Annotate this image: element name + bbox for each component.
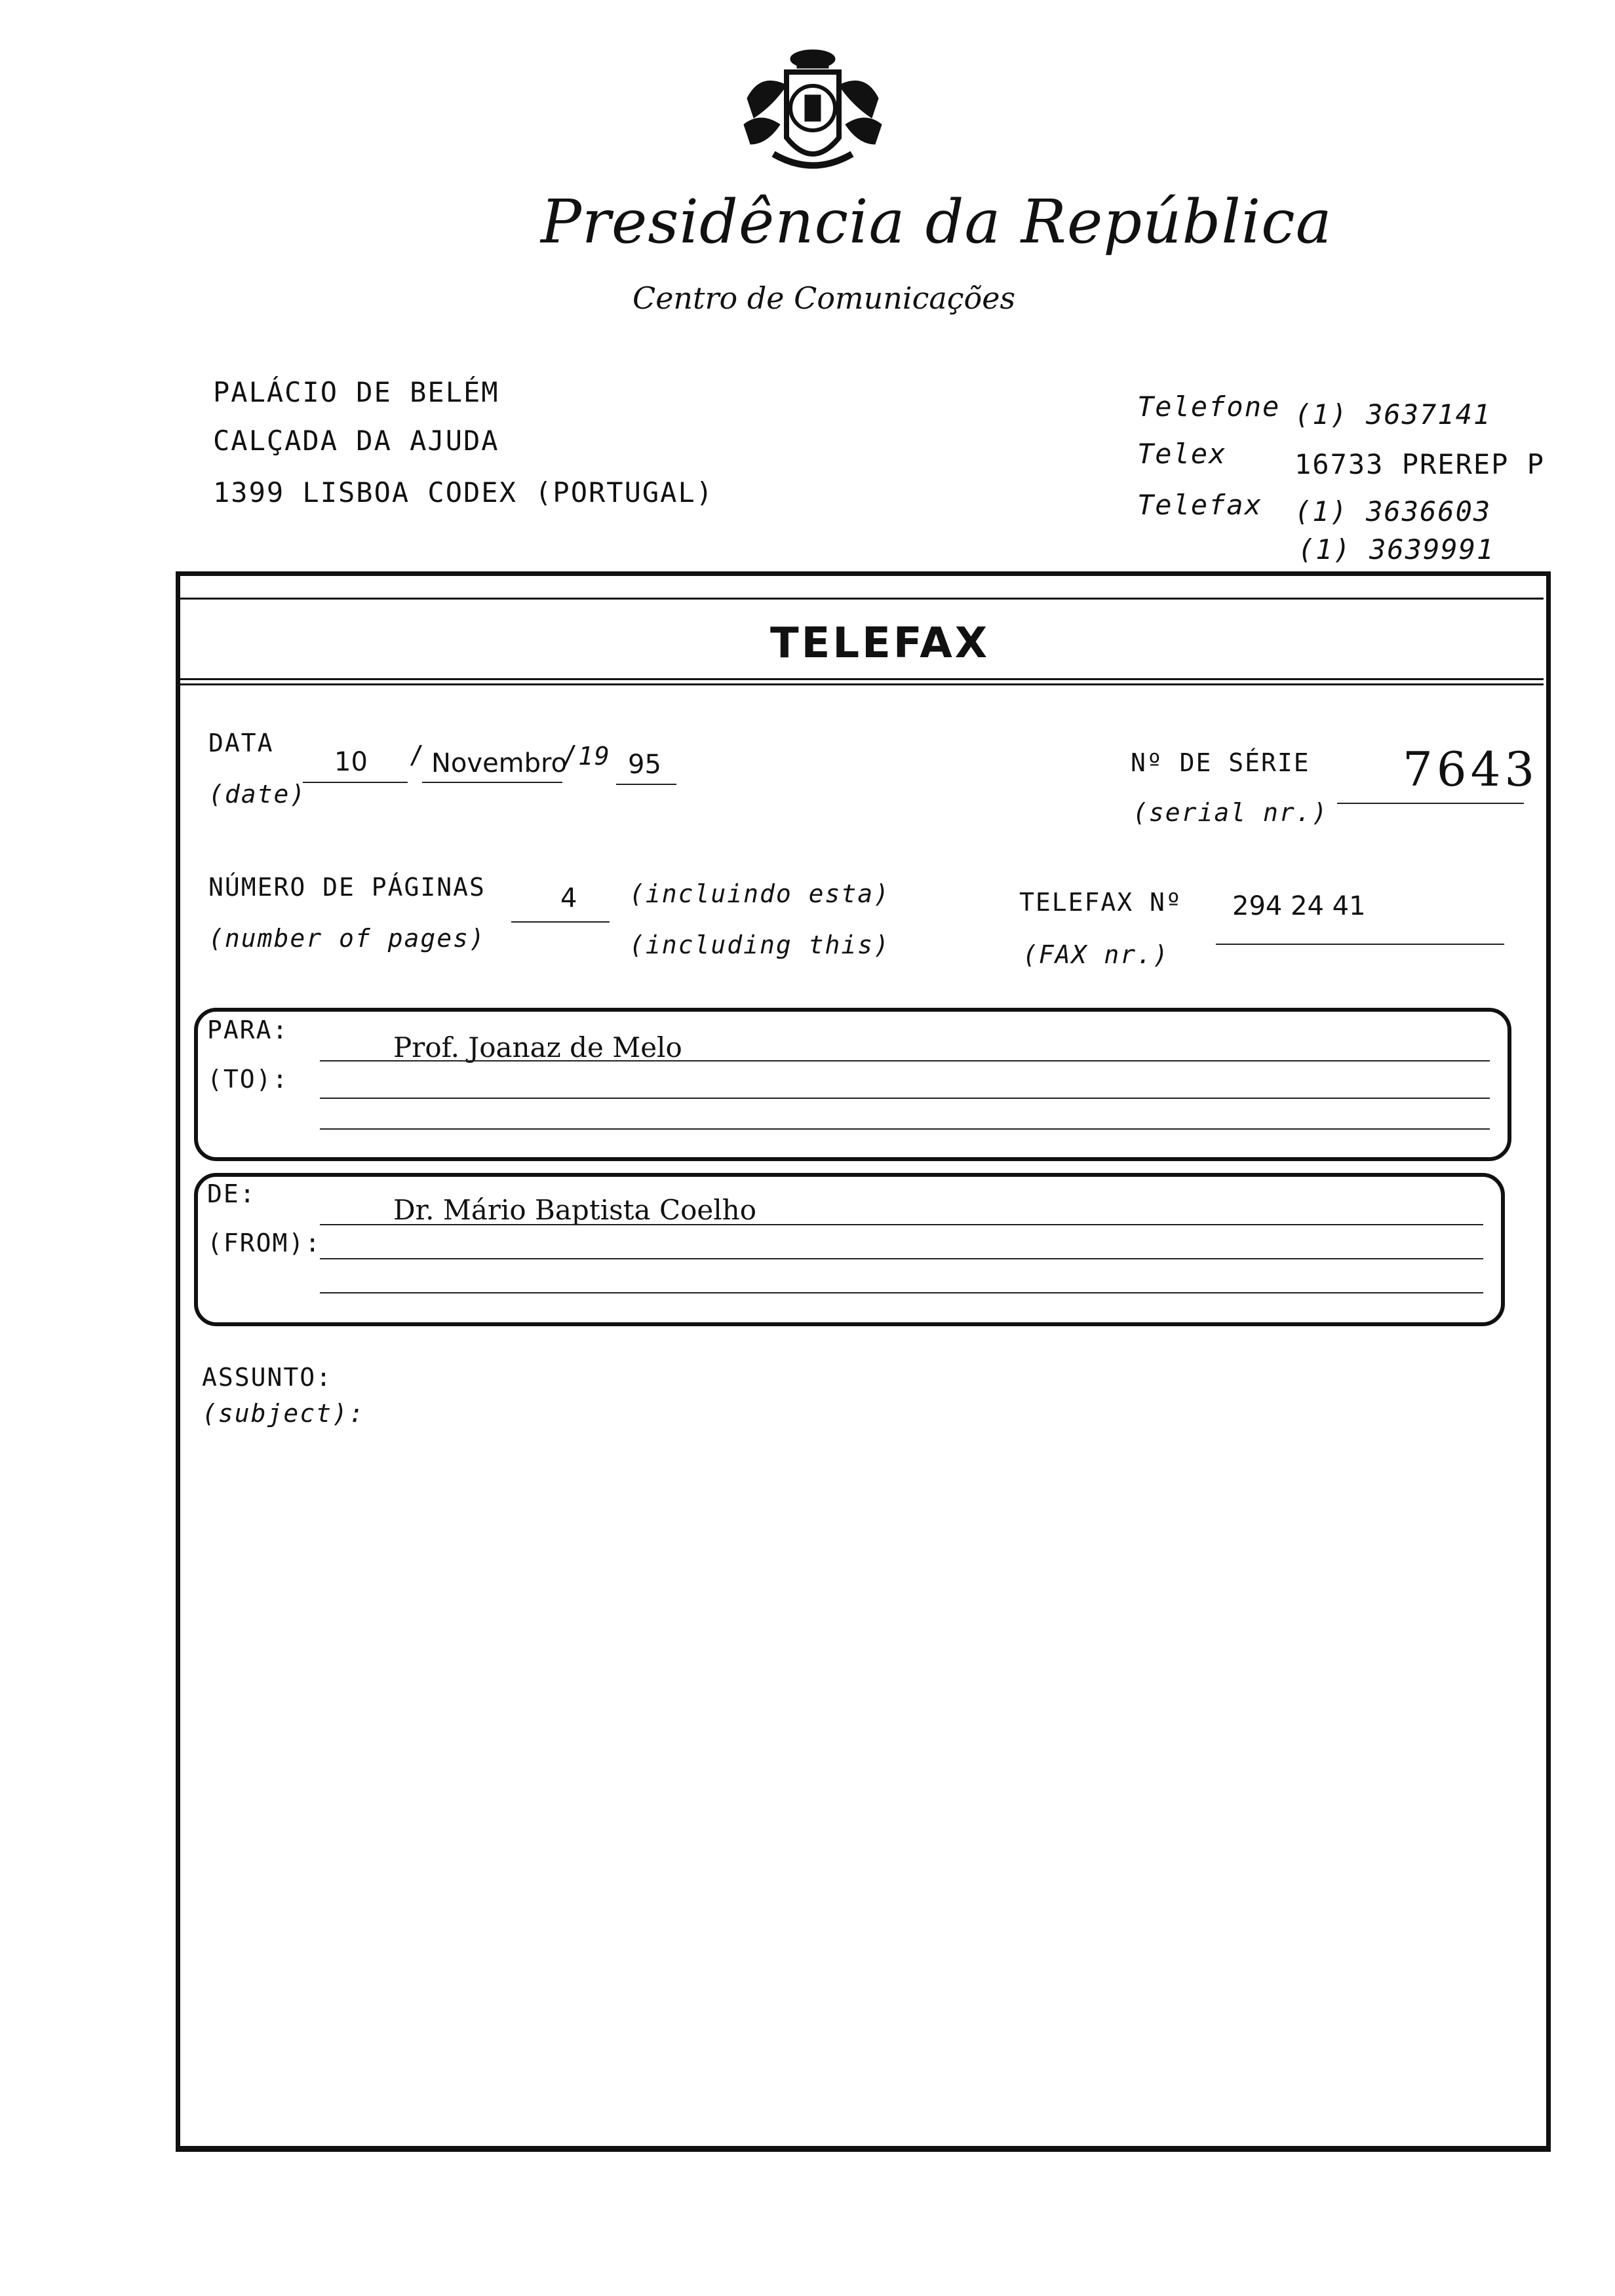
address-line-1: PALÁCIO DE BELÉM <box>213 376 499 408</box>
incluindo-label: (incluindo esta) <box>629 879 891 908</box>
organization-title: Presidência da República <box>541 187 1333 257</box>
year-underline <box>616 784 676 785</box>
fax-nr-label: (FAX nr.) <box>1022 940 1169 969</box>
date-year-prefix: 19 <box>578 742 611 771</box>
data-label: DATA <box>208 729 274 757</box>
serial-label: (serial nr.) <box>1133 798 1329 827</box>
para-line-2 <box>320 1098 1490 1099</box>
date-separator-2: / <box>562 740 579 769</box>
paginas-label: NÚMERO DE PÁGINAS <box>208 873 486 902</box>
telefax-value-1: (1) 3636603 <box>1294 495 1492 527</box>
telefone-label: Telefone <box>1137 391 1281 423</box>
day-underline <box>303 782 408 783</box>
date-year: 95 <box>628 750 661 780</box>
de-line-3 <box>320 1292 1483 1293</box>
date-label: (date) <box>208 780 307 809</box>
serial-number: 7643 <box>1403 742 1539 797</box>
fax-underline <box>1216 944 1504 945</box>
serie-label: Nº DE SÉRIE <box>1131 748 1310 777</box>
telefone-value: (1) 3637141 <box>1294 398 1492 430</box>
telex-label: Telex <box>1137 438 1227 470</box>
subject-label: (subject): <box>202 1399 365 1428</box>
para-value: Prof. Joanaz de Melo <box>393 1031 682 1063</box>
date-separator-1: / <box>409 740 425 769</box>
para-label: PARA: <box>207 1016 289 1044</box>
coat-of-arms-icon <box>734 46 891 177</box>
header-bottom-rule-2 <box>180 683 1544 685</box>
de-value: Dr. Mário Baptista Coelho <box>393 1194 756 1226</box>
pages-value: 4 <box>560 883 577 913</box>
serial-underline <box>1337 803 1524 804</box>
month-underline <box>422 782 562 783</box>
telefax-number-label: TELEFAX Nº <box>1019 888 1182 917</box>
header-top-rule <box>180 598 1544 600</box>
para-box <box>194 1008 1511 1161</box>
including-label: (including this) <box>629 930 891 959</box>
de-line-2 <box>320 1258 1483 1259</box>
telefax-label: Telefax <box>1137 489 1263 521</box>
to-label: (TO): <box>207 1065 289 1094</box>
fax-number-value: 294 24 41 <box>1232 891 1366 921</box>
form-title: TELEFAX <box>770 619 990 668</box>
date-month: Novembro <box>431 748 568 778</box>
de-line-1 <box>320 1224 1483 1225</box>
header-bottom-rule <box>180 678 1544 680</box>
para-line-3 <box>320 1128 1490 1130</box>
telex-value: 16733 PREREP P <box>1294 448 1546 480</box>
assunto-label: ASSUNTO: <box>202 1363 333 1392</box>
para-line-1 <box>320 1060 1490 1062</box>
organization-subtitle: Centro de Comunicações <box>632 280 1016 316</box>
de-label: DE: <box>207 1179 256 1208</box>
de-box <box>194 1173 1505 1326</box>
telefax-value-2: (1) 3639991 <box>1298 533 1495 565</box>
pages-label: (number of pages) <box>208 924 486 953</box>
address-line-2: CALÇADA DA AJUDA <box>213 425 499 457</box>
date-day: 10 <box>334 747 368 777</box>
from-label: (FROM): <box>207 1229 322 1257</box>
form-frame <box>176 571 1551 2152</box>
pages-underline <box>511 921 610 923</box>
address-line-3: 1399 LISBOA CODEX (PORTUGAL) <box>213 476 714 508</box>
